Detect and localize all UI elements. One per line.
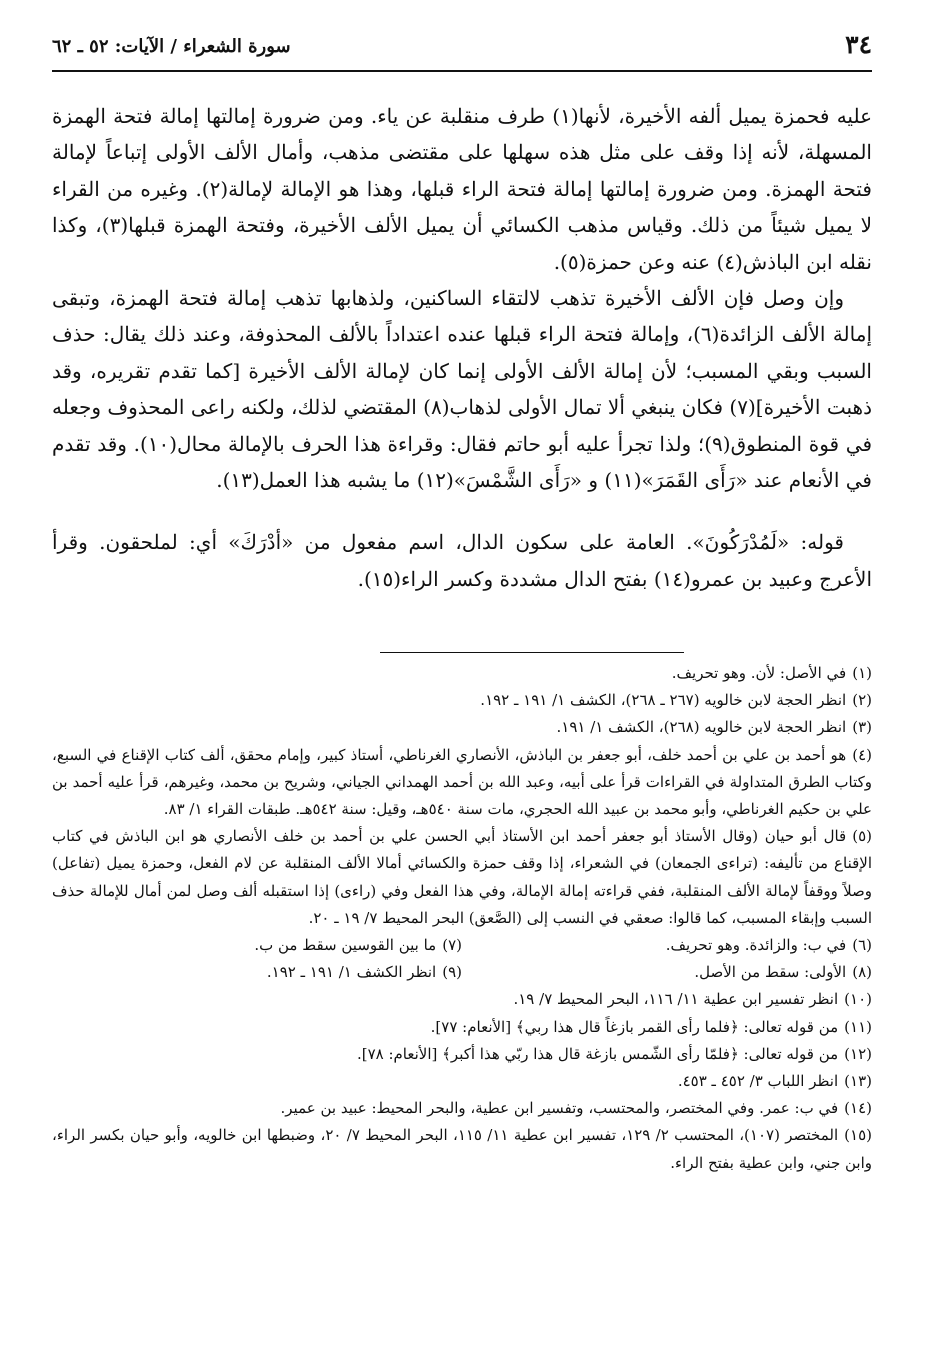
footnote-text: ما بين القوسين سقط من ب. xyxy=(254,936,437,955)
footnote-number: (٧) xyxy=(442,936,462,955)
footnote-number: (١١) xyxy=(844,1017,872,1036)
footnote xyxy=(52,742,872,824)
running-header xyxy=(52,28,872,68)
footnote-cell xyxy=(52,959,462,986)
footnote xyxy=(52,986,872,1013)
footnote xyxy=(52,714,872,741)
footnote-text: الأولى: سقط من الأصل. xyxy=(694,963,847,982)
footnote-number: (١٢) xyxy=(844,1044,872,1063)
footnote-text: المختصر (١٠٧)، المحتسب ٢/ ١٢٩، تفسير ابن عطية ١١/ ١١٥، البحر المحيط ٧/ ٢٠، وضبطها ابن خالويه، وأبو حيان بكسر الراء، وابن جني، وابن عطية بفتح الراء. xyxy=(52,1126,872,1172)
page-number: ٣٤ xyxy=(845,30,872,59)
paragraph: قوله: «لَمُدْرَكُونَ». العامة على سكون الدال، اسم مفعول من «أدْرَكَ» أي: لملحقون. وقرأ الأعرج وعبيد بن عمرو(١٤) بفتح الدال مشددة وكسر الراء(١٥). xyxy=(52,530,872,591)
footnote xyxy=(52,1122,872,1176)
footnote-number: (١٠) xyxy=(844,990,872,1009)
footnote-text: انظر الكشف ١/ ١٩١ ـ ١٩٢. xyxy=(266,963,437,982)
footnote-number: (٥) xyxy=(852,827,872,846)
footnote-number: (١٣) xyxy=(844,1072,872,1091)
footnote-text: من قوله تعالى: ﴿فلما رأى القمر بازغاً قال هذا ربي﴾ [الأنعام: ٧٧]. xyxy=(430,1017,839,1036)
footnote xyxy=(52,1095,872,1122)
footnote-number: (٩) xyxy=(442,963,462,982)
footnote-cell xyxy=(462,932,872,959)
footnote xyxy=(52,660,872,687)
footnote xyxy=(52,1014,872,1041)
footnote-cell xyxy=(52,932,462,959)
footnote-text: انظر الحجة لابن خالويه (٢٦٨)، الكشف ١/ ١٩١. xyxy=(556,718,847,737)
footnote xyxy=(52,959,872,986)
footnote xyxy=(52,932,872,959)
footnote-text: انظر تفسير ابن عطية ١١/ ١١٦، البحر المحيط ٧/ ١٩. xyxy=(513,990,839,1009)
footnotes-list xyxy=(52,660,872,1177)
main-text xyxy=(52,98,872,597)
footnote-number: (١٥) xyxy=(844,1126,872,1145)
footnote xyxy=(52,1041,872,1068)
footnote xyxy=(52,1068,872,1095)
header-rule xyxy=(52,70,872,72)
footnote xyxy=(52,823,872,932)
footnote-text: هو أحمد بن علي بن أحمد خلف، أبو جعفر بن الباذش، الأنصاري الغرناطي، أستاذ كبير، وإمام محقق، ألف كتاب الإقناع في السبع، وكتاب الطرق المتداولة في القراءات قرأ على أبيه، وعبد الله بن أحمد الهمداني الجياني، وشريح بن محمد، وغيرهم، قرأ عليه أحمد بن علي بن حكيم الغرناطي، وأبو محمد بن عبيد الله الحجري، مات سنة ٥٤٠هـ، وقيل: سنة ٥٤٢هـ. طبقات القراء ١/ ٨٣. xyxy=(52,745,872,819)
footnote-text: قال أبو حيان (وقال الأستاذ أبو جعفر أحمد ابن الأستاذ أبي الحسن علي بن أحمد بن خلف الأنصاري هو ابن الباذش في كتاب الإقناع من تأليفه: (تراءى الجمعان) في الشعراء، إذا وقف حمزة والكسائي أمالا الألف المنقلبة عن لام الفعل، وحمزة يميل (تفاعل) وصلاً ووقفاً لإمالة الألف المنقلبة، ففي قراءته إمالة الإمالة، وفي هذا الفعل وفي (راءى) إذا استقبله ألف وصل لمن أمال للإمالة حذف السبب وإبقاء المسبب، كما قالوا: صعقي في النسب إلى (الصَّعق) البحر المحيط ٧/ ١٩ ـ ٢٠. xyxy=(52,827,872,927)
footnote-number: (٦) xyxy=(852,936,872,955)
footnote-number: (٤) xyxy=(852,745,872,764)
footnote-text: انظر اللباب ٣/ ٤٥٢ ـ ٤٥٣. xyxy=(677,1072,839,1091)
footnote-separator xyxy=(380,652,684,653)
running-title: سورة الشعراء / الآيات: ٥٢ ـ ٦٢ xyxy=(52,36,291,57)
footnote-number: (٣) xyxy=(852,718,872,737)
footnote xyxy=(52,687,872,714)
footnote-text: انظر الحجة لابن خالويه (٢٦٧ ـ ٢٦٨)، الكشف ١/ ١٩١ ـ ١٩٢. xyxy=(480,691,847,710)
paragraph: عليه فحمزة يميل ألفه الأخيرة، لأنها(١) طرف منقلبة عن ياء. ومن ضرورة إمالتها إمالة فتحة الهمزة المسهلة، لأنه إذا وقف على مثل هذه سهلها على مقتضى مذهب، وأمال الألف الأولى إتباعاً لإمالة فتحة الهمزة. ومن ضرورة إمالتها إمالة فتحة الراء قبلها، وهذا هو الإمالة لإمالة(٢). وغيره من القراء لا يميل شيئاً من ذلك. وقياس مذهب الكسائي أن يميل الألف الأخيرة، وفتحة الهمزة قبلها(٣)، وكذا نقله ابن الباذش(٤) عنه وعن حمزة(٥). xyxy=(52,104,873,274)
footnote-text: في ب: والزائدة. وهو تحريف. xyxy=(665,936,847,955)
footnote-number: (٢) xyxy=(852,691,872,710)
footnote-number: (١) xyxy=(852,664,872,682)
footnote-number: (١٤) xyxy=(844,1099,872,1118)
paragraph: وإن وصل فإن الألف الأخيرة تذهب لالتقاء الساكنين، ولذهابها تذهب إمالة فتحة الهمزة، وتبقى إمالة الألف الزائدة(٦)، وإمالة فتحة الراء قبلها عنده اعتداداً بالألف المحذوفة، وعند ذلك يقال: حذف السبب وبقي المسبب؛ لأن إمالة الألف الأولى إنما كان لإمالة الألف الأخيرة [كما تقدم تقريره، وقد ذهبت الأخيرة](٧) فكان ينبغي ألا تمال الأولى لذهاب(٨) المقتضي لذلك، ولكنه راعى المحذوف وجعله في قوة المنطوق(٩)؛ ولذا تجرأ عليه أبو حاتم فقال: وقراءة هذا الحرف بالإمالة محال(١٠). وقد تقدم في الأنعام عند «رَأَى القَمَرَ»(١١) و «رَأَى الشَّمْسَ»(١٢) ما يشبه هذا العمل(١٣). xyxy=(52,286,873,493)
footnote-number: (٨) xyxy=(852,963,872,982)
footnote-text: في الأصل: لأن. وهو تحريف. xyxy=(671,664,847,682)
footnote-text: من قوله تعالى: ﴿فلمّا رأى الشّمس بازغة قال هذا ربّي هذا أكبر﴾ [الأنعام: ٧٨]. xyxy=(356,1044,839,1063)
footnote-cell xyxy=(462,959,872,986)
footnote-text: في ب: عمر. وفي المختصر، والمحتسب، وتفسير ابن عطية، والبحر المحيط: عبيد بن عمير. xyxy=(280,1099,839,1118)
